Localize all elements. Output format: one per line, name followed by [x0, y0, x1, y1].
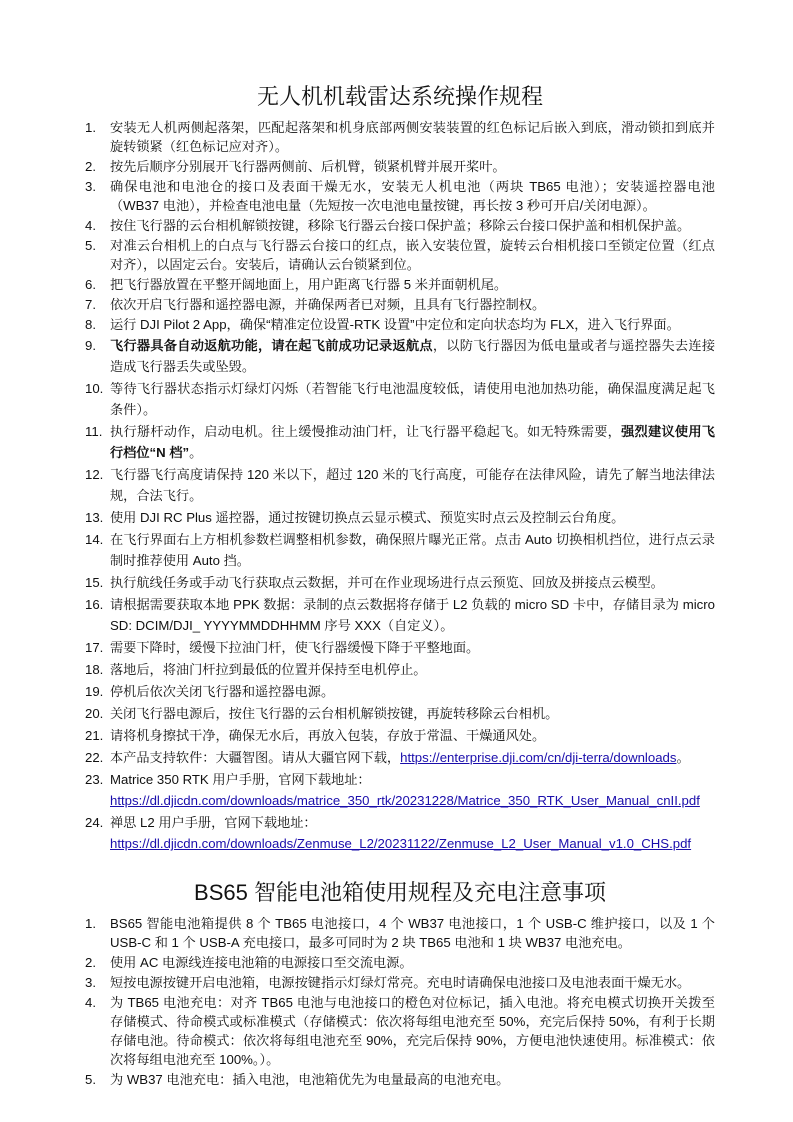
list-item — [85, 507, 715, 528]
text-segment: 使用 AC 电源线连接电池箱的电源接口至交流电源。 — [110, 955, 413, 970]
item-number: 6. — [85, 277, 96, 292]
item-number: 21. — [85, 728, 104, 743]
text-segment: 安装无人机两侧起落架，匹配起落架和机身底部两侧安装装置的红色标记后嵌入到底，滑动锁扣到底并旋转锁紧（红色标记应对齐）。 — [110, 120, 715, 154]
item-text — [110, 637, 715, 658]
download-link[interactable]: https://dl.djicdn.com/downloads/Zenmuse_L2/20231122/Zenmuse_L2_User_Manual_v1.0_CHS.pdf — [110, 836, 692, 851]
item-number: 1. — [85, 916, 96, 931]
text-segment: 使用 DJI RC Plus 遥控器，通过按键切换点云显示模式、预览实时点云及控制云台角度。 — [110, 510, 625, 525]
item-text — [110, 594, 715, 636]
item-number: 1. — [85, 120, 96, 135]
item-number: 5. — [85, 238, 96, 253]
list-item — [85, 1070, 715, 1089]
list-item — [85, 177, 715, 215]
item-number: 3. — [85, 975, 96, 990]
item-text — [110, 812, 715, 854]
list-item — [85, 725, 715, 746]
text-segment: 关闭飞行器电源后，按住飞行器的云台相机解锁按键，再旋转移除云台相机。 — [110, 706, 559, 721]
item-number: 16. — [85, 597, 104, 612]
text-segment: 落地后，将油门杆拉到最低的位置并保持至电机停止。 — [110, 662, 427, 677]
item-text — [110, 216, 715, 235]
text-segment: Matrice 350 RTK 用户手册，官网下载地址： — [110, 772, 371, 787]
item-text — [110, 681, 715, 702]
list-item — [85, 464, 715, 506]
list-item — [85, 236, 715, 274]
item-text — [110, 378, 715, 420]
text-segment: 确保电池和电池仓的接口及表面干燥无水，安装无人机电池（两块 TB65 电池）；安装遥控器电池（WB37 电池），并检查电池电量（先短按一次电池电量按键，再长按 3 秒可开启/关闭电源）。 — [110, 179, 715, 213]
item-number: 23. — [85, 772, 104, 787]
list-item — [85, 659, 715, 680]
text-segment: 在飞行界面右上方相机参数栏调整相机参数，确保照片曝光正常。点击 Auto 切换相机挡位，进行点云录制时推荐使用 Auto 挡。 — [110, 532, 715, 568]
list-item — [85, 378, 715, 420]
text-segment: 飞行器飞行高度请保持 120 米以下，超过 120 米的飞行高度，可能存在法律风险，请先了解当地法律法规，合法飞行。 — [110, 467, 715, 503]
text-segment: 为 TB65 电池充电：对齐 TB65 电池与电池接口的橙色对位标记，插入电池。将充电模式切换开关拨至存储模式、待命模式或标准模式（存储模式：依次将每组电池充至 50%，充完后保持 50%，有利于长期存储电池。待命模式：依次将每组电池充至 90%，充完后保持 90%，方便电池快速使用。标准模式：依次将每组电池充至 100%。）。 — [110, 995, 715, 1067]
bold-emphasis: 强烈建议使用飞行档位“N 档” — [110, 424, 715, 460]
item-number: 20. — [85, 706, 104, 721]
text-segment: 。 — [676, 750, 690, 765]
text-segment: 。 — [189, 445, 203, 460]
list-item — [85, 953, 715, 972]
item-text — [110, 659, 715, 680]
item-number: 4. — [85, 995, 96, 1010]
list-item — [85, 315, 715, 334]
item-number: 7. — [85, 297, 96, 312]
item-text — [110, 993, 715, 1069]
list-item — [85, 421, 715, 463]
item-text — [110, 914, 715, 952]
item-text — [110, 118, 715, 156]
item-text — [110, 236, 715, 274]
list-item — [85, 747, 715, 768]
item-number: 19. — [85, 684, 104, 699]
item-text — [110, 529, 715, 571]
item-text — [110, 725, 715, 746]
item-text — [110, 769, 715, 811]
item-number: 10. — [85, 381, 104, 396]
text-segment: 本产品支持软件：大疆智图。请从大疆官网下载， — [110, 750, 401, 765]
list-item — [85, 993, 715, 1069]
item-text — [110, 953, 715, 972]
item-text — [110, 1070, 715, 1089]
text-segment: 运行 DJI Pilot 2 App，确保“精准定位设置-RTK 设置”中定位和定向状态均为 FLX，进入飞行界面。 — [110, 317, 680, 332]
item-number: 8. — [85, 317, 96, 332]
text-segment: 为 WB37 电池充电：插入电池，电池箱优先为电量最高的电池充电。 — [110, 1072, 510, 1087]
section-title-operation: 无人机机载雷达系统操作规程 — [256, 84, 543, 109]
item-text — [110, 973, 715, 992]
text-segment: 禅思 L2 用户手册，官网下载地址： — [110, 815, 317, 830]
item-number: 12. — [85, 467, 104, 482]
download-link[interactable]: https://dl.djicdn.com/downloads/matrice_350_rtk/20231228/Matrice_350_RTK_User_Manual_cnII.pdf — [110, 793, 700, 808]
list-item — [85, 529, 715, 571]
text-segment: 停机后依次关闭飞行器和遥控器电源。 — [110, 684, 335, 699]
item-number: 13. — [85, 510, 104, 525]
bold-emphasis: 飞行器具备自动返航功能，请在起飞前成功记录返航点 — [110, 338, 433, 353]
item-number: 2. — [85, 955, 96, 970]
text-segment: 需要下降时，缓慢下拉油门杆，使飞行器缓慢下降于平整地面。 — [110, 640, 480, 655]
item-number: 15. — [85, 575, 104, 590]
list-item — [85, 572, 715, 593]
list-item — [85, 812, 715, 854]
list-item — [85, 295, 715, 314]
text-segment: ，以防飞行器因为低电量或者与遥控器失去连接造成飞行器丢失或坠毁。 — [110, 338, 716, 374]
document-page — [85, 82, 715, 1090]
item-number: 24. — [85, 815, 104, 830]
list-item — [85, 118, 715, 156]
item-text — [110, 464, 715, 506]
item-text — [110, 315, 715, 334]
list-item — [85, 973, 715, 992]
item-number: 11. — [85, 424, 103, 439]
item-number: 18. — [85, 662, 104, 677]
operation-steps-list — [85, 118, 715, 854]
list-item — [85, 769, 715, 811]
list-item — [85, 637, 715, 658]
list-item — [85, 594, 715, 636]
list-item — [85, 275, 715, 294]
text-segment: 按先后顺序分别展开飞行器两侧前、后机臂，锁紧机臂并展开桨叶。 — [110, 159, 506, 174]
text-segment: 请将机身擦拭干净，确保无水后，再放入包装，存放于常温、干燥通风处。 — [110, 728, 546, 743]
item-text — [110, 747, 715, 768]
item-number: 14. — [85, 532, 104, 547]
text-segment: 请根据需要获取本地 PPK 数据：录制的点云数据将存储于 L2 负载的 micro SD 卡中，存储目录为 micro SD: DCIM/DJI_ YYYYMMDDHHMM 序号 XXX（自定义）。 — [110, 597, 715, 633]
list-item — [85, 157, 715, 176]
text-segment: BS65 智能电池箱提供 8 个 TB65 电池接口，4 个 WB37 电池接口，1 个 USB-C 维护接口，以及 1 个 USB-C 和 1 个 USB-A 充电接口，最多可同时为 2 块 TB65 电池和 1 块 WB37 电池充电。 — [110, 916, 715, 950]
item-text — [110, 507, 715, 528]
list-item — [85, 703, 715, 724]
item-number: 9. — [85, 338, 96, 353]
list-item — [85, 914, 715, 952]
item-number: 5. — [85, 1072, 96, 1087]
download-link[interactable]: https://enterprise.dji.com/cn/dji-terra/downloads — [400, 750, 677, 765]
item-text — [110, 572, 715, 593]
item-text — [110, 177, 715, 215]
item-text — [110, 421, 715, 463]
text-segment: 短按电源按键开启电池箱，电源按键指示灯绿灯常亮。充电时请确保电池接口及电池表面干燥无水。 — [110, 975, 691, 990]
list-item — [85, 335, 715, 377]
item-number: 17. — [85, 640, 104, 655]
item-number: 4. — [85, 218, 96, 233]
item-number: 3. — [85, 179, 96, 194]
text-segment: 按住飞行器的云台相机解锁按键，移除飞行器云台接口保护盖；移除云台接口保护盖和相机保护盖。 — [110, 218, 691, 233]
item-text — [110, 295, 715, 314]
text-segment: 等待飞行器状态指示灯绿灯闪烁（若智能飞行电池温度较低，请使用电池加热功能，确保温度满足起飞条件）。 — [110, 381, 715, 417]
item-number: 2. — [85, 159, 96, 174]
text-segment: 执行掰杆动作，启动电机。往上缓慢推动油门杆，让飞行器平稳起飞。如无特殊需要， — [110, 424, 622, 439]
text-segment: 依次开启飞行器和遥控器电源，并确保两者已对频，且具有飞行器控制权。 — [110, 297, 546, 312]
item-number: 22. — [85, 750, 104, 765]
item-text — [110, 703, 715, 724]
battery-station-steps-list — [85, 914, 715, 1089]
list-item — [85, 216, 715, 235]
text-segment: 把飞行器放置在平整开阔地面上，用户距离飞行器 5 米并面朝机尾。 — [110, 277, 508, 292]
list-item — [85, 681, 715, 702]
item-text — [110, 335, 715, 377]
text-segment: 对准云台相机上的白点与飞行器云台接口的红点，嵌入安装位置，旋转云台相机接口至锁定位置（红点对齐），以固定云台。安装后，请确认云台锁紧到位。 — [110, 238, 715, 272]
section-title-battery-station: BS65 智能电池箱使用规程及充电注意事项 — [194, 880, 606, 905]
item-text — [110, 157, 715, 176]
text-segment: 执行航线任务或手动飞行获取点云数据，并可在作业现场进行点云预览、回放及拼接点云模型。 — [110, 575, 664, 590]
item-text — [110, 275, 715, 294]
